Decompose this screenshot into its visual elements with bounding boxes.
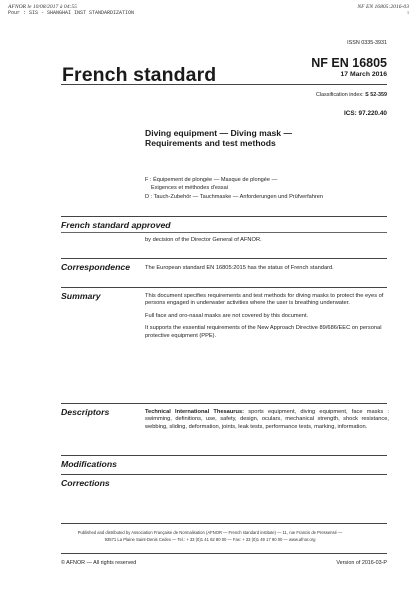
publisher-line: Published and distributed by Association Française de Normalisation (AFNOR — French standard institute) — 11, rue Francis de Pressensé — (77, 530, 343, 535)
approved-heading: French standard approved (61, 220, 171, 230)
version: Version of 2016-03-P (336, 560, 387, 566)
section-rule (61, 287, 387, 288)
section-rule (61, 216, 387, 217)
title-rule (61, 84, 387, 85)
classification-value: S 52-359 (365, 92, 387, 98)
publisher-line: 93571 La Plaine Saint-Denis Cedex — Tel.: + 33 (0)1 41 62 80 00 — Fax: + 33 (0)1 49 17 90 00 — www.afnor.org (104, 536, 316, 542)
summary-paragraph: This document specifies requirements and test methods for diving masks to protect the eyes of persons engaged in underwater activities where the user is breathing underwater. (145, 293, 384, 307)
ics-code: ICS: 97.220.40 (344, 110, 387, 117)
watermark-header-left (8, 4, 134, 17)
section-rule (61, 258, 387, 259)
watermark-date: AFNOR le 10/08/2017 à 04:55 (8, 4, 77, 10)
document-type-title: French standard (62, 64, 217, 86)
classification-label: Classification index: (315, 92, 366, 98)
corrections-heading: Corrections (61, 478, 110, 488)
summary-paragraph: It supports the essential requirements of the New Approach Directive 89/686/EEC on personal protective equipment (PPE). (145, 325, 382, 339)
footer-rule (61, 523, 387, 524)
modifications-heading: Modifications (61, 459, 117, 469)
summary-paragraph: Full face and oro-nasal masks are not covered by this document. (145, 312, 309, 319)
approved-text: by decision of the Director General of AFNOR. (145, 237, 262, 243)
watermark-header-right (357, 4, 409, 17)
french-title-cont: Exigences et méthodes d'essai (151, 185, 228, 192)
copyright: © AFNOR — All rights reserved (61, 560, 137, 566)
correspondence-heading: Correspondence (61, 262, 131, 272)
french-title: F : Équipement de plongée — Masque de plongée — (145, 177, 278, 183)
section-rule (61, 403, 387, 404)
descriptors-keywords: sports equipment, diving equipment, face masks : swimming, definitions, use, safety, design, oculars, mechanical strength, shock resistance, webbing, sliding, deformation, joints, leak tests, performance tests, marking, information. (145, 409, 389, 430)
german-title: D : Tauch-Zubehör — Tauchmaske — Anforderungen und Prüfverfahren (145, 193, 323, 200)
summary-heading: Summary (61, 291, 101, 301)
watermark-licensee: Pour : SIS - SHANGHAI INST STANDARDIZATION (8, 10, 135, 17)
thesaurus-label: Technical International Thesaurus: (145, 409, 245, 415)
document-title-line2: Requirements and test methods (145, 138, 276, 148)
descriptors-heading: Descriptors (61, 407, 110, 417)
summary-text (145, 293, 389, 345)
title-translations (145, 176, 323, 201)
document-title (145, 128, 292, 148)
correspondence-text: The European standard EN 16805:2015 has the status of French standard. (145, 265, 334, 271)
document-title-line1: Diving equipment — Diving mask — (145, 128, 293, 138)
section-rule (61, 232, 387, 233)
standard-reference: NF EN 16805 (311, 56, 387, 70)
footer-rule (61, 553, 387, 554)
publisher-info (60, 530, 360, 543)
standard-date: 17 March 2016 (340, 71, 387, 78)
watermark-standard-ref: NF EN 16805:2016-03 (357, 4, 409, 10)
classification-index (316, 92, 387, 98)
watermark-page-number: 3 (406, 10, 409, 16)
issn: ISSN 0335-3931 (347, 40, 387, 46)
descriptors-text (145, 409, 389, 431)
section-rule (61, 455, 387, 456)
section-rule (61, 474, 387, 475)
